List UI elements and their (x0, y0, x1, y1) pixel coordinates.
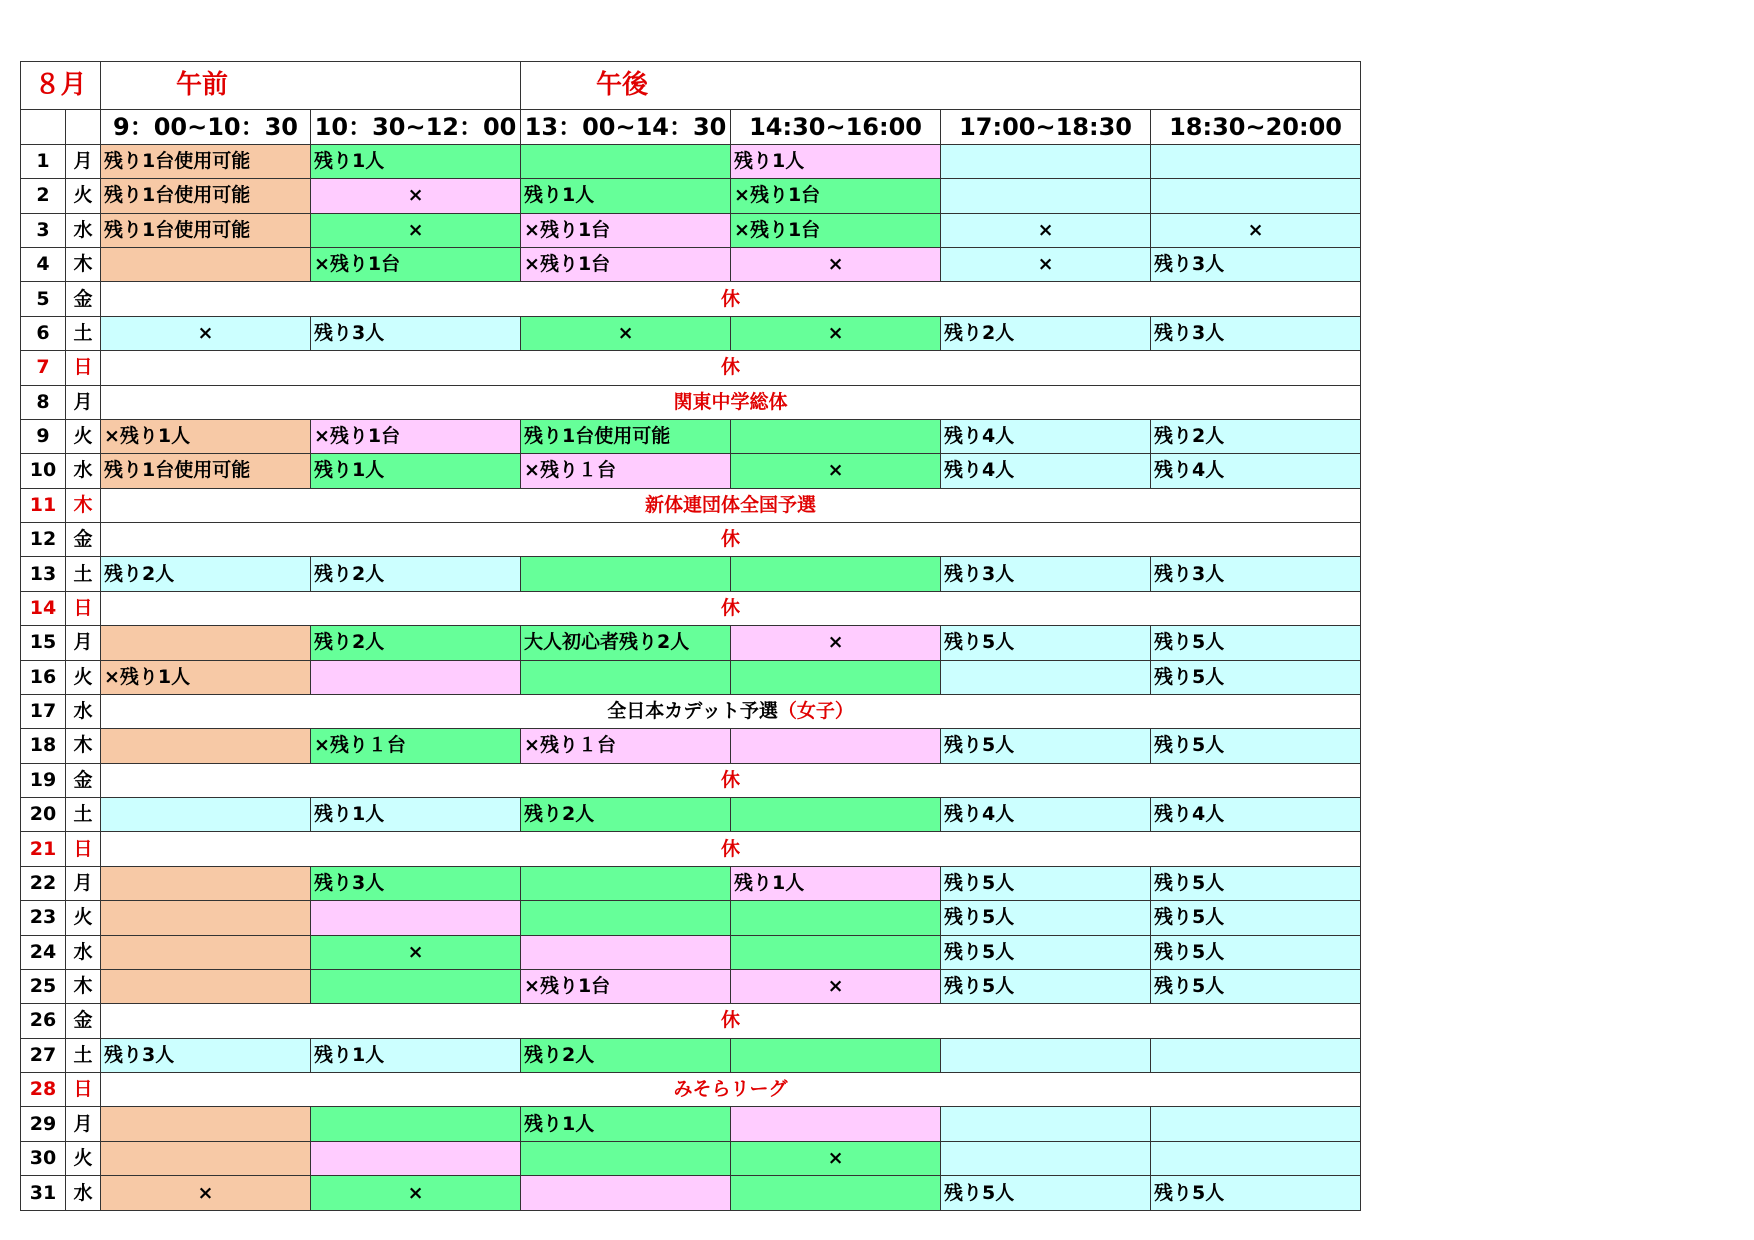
weekday: 木 (66, 729, 101, 763)
slot-cell[interactable]: 残り5人 (1151, 660, 1361, 694)
day-row (21, 969, 1361, 1003)
slot-cell[interactable]: 残り5人 (1151, 866, 1361, 900)
weekday: 日 (66, 591, 101, 625)
slot-cell[interactable]: 残り1人 (311, 1038, 521, 1072)
day-note (101, 832, 1361, 866)
day-note (101, 351, 1361, 385)
slot-cell[interactable] (521, 557, 731, 591)
slot-cell[interactable]: 残り2人 (521, 1038, 731, 1072)
day-number: 21 (21, 832, 66, 866)
day-note (101, 694, 1361, 728)
day-row (21, 1176, 1361, 1211)
day-row (21, 763, 1361, 797)
slot-cell[interactable]: ×残り1台 (311, 419, 521, 453)
slot-cell[interactable] (941, 179, 1151, 213)
slot-cell[interactable]: × (941, 248, 1151, 282)
weekday: 金 (66, 282, 101, 316)
slot-cell[interactable]: ×残り1台 (521, 969, 731, 1003)
slot-cell[interactable]: 残り3人 (941, 557, 1151, 591)
slot-cell[interactable] (521, 660, 731, 694)
day-number: 7 (21, 351, 66, 385)
weekday: 月 (66, 866, 101, 900)
day-row (21, 248, 1361, 282)
slot-cell[interactable] (311, 969, 521, 1003)
slot-cell[interactable]: 残り4人 (941, 454, 1151, 488)
slot-cell[interactable]: 残り5人 (941, 626, 1151, 660)
day-number: 6 (21, 316, 66, 350)
day-row (21, 179, 1361, 213)
header-blank-day (21, 109, 66, 144)
slot-cell[interactable]: ×残り１台 (521, 454, 731, 488)
slot-cell[interactable]: ×残り1人 (101, 419, 311, 453)
day-number: 12 (21, 523, 66, 557)
day-note-text: 休 (721, 768, 741, 791)
weekday: 水 (66, 213, 101, 247)
weekday: 月 (66, 144, 101, 178)
weekday: 土 (66, 316, 101, 350)
am-text: 午前 (176, 70, 229, 101)
slot-cell[interactable] (731, 1107, 941, 1141)
day-note-text: 休 (721, 528, 741, 551)
day-number: 28 (21, 1073, 66, 1107)
day-row (21, 866, 1361, 900)
slot-cell[interactable]: 残り5人 (941, 1176, 1151, 1211)
slot-cell[interactable]: 残り1台使用可能 (101, 144, 311, 178)
slot-cell[interactable]: ×残り1人 (101, 660, 311, 694)
slot-header: 14:30~16:00 (731, 109, 941, 144)
day-number: 16 (21, 660, 66, 694)
slot-cell[interactable]: 残り5人 (941, 866, 1151, 900)
slot-cell[interactable] (521, 866, 731, 900)
day-row (21, 660, 1361, 694)
slot-cell[interactable] (1151, 1141, 1361, 1175)
slot-cell[interactable] (941, 660, 1151, 694)
day-number: 14 (21, 591, 66, 625)
slot-cell[interactable] (1151, 1107, 1361, 1141)
slot-cell[interactable]: 残り3人 (311, 866, 521, 900)
day-number: 29 (21, 1107, 66, 1141)
slot-header: 10：30~12：00 (311, 109, 521, 144)
day-note (101, 1004, 1361, 1038)
header-blank-weekday (66, 109, 101, 144)
slot-cell[interactable]: ×残り1台 (731, 179, 941, 213)
slot-cell[interactable]: 残り1人 (521, 179, 731, 213)
weekday: 日 (66, 351, 101, 385)
slot-header: 9：00~10：30 (101, 109, 311, 144)
day-number: 3 (21, 213, 66, 247)
day-number: 18 (21, 729, 66, 763)
day-number: 24 (21, 935, 66, 969)
weekday: 金 (66, 523, 101, 557)
day-note-text: 休 (721, 596, 741, 619)
day-row (21, 1107, 1361, 1141)
day-note-text: 全日本カデット予選 (607, 700, 778, 723)
slot-cell[interactable]: 大人初心者残り2人 (521, 626, 731, 660)
day-number: 17 (21, 694, 66, 728)
day-number: 25 (21, 969, 66, 1003)
slot-cell[interactable]: 残り4人 (941, 798, 1151, 832)
slot-cell[interactable]: × (521, 316, 731, 350)
slot-cell[interactable] (101, 1107, 311, 1141)
weekday: 金 (66, 763, 101, 797)
day-row (21, 1073, 1361, 1107)
slot-cell[interactable] (731, 901, 941, 935)
slot-cell[interactable] (311, 1141, 521, 1175)
slot-cell[interactable]: ×残り1台 (521, 248, 731, 282)
day-row (21, 729, 1361, 763)
day-number: 26 (21, 1004, 66, 1038)
slot-cell[interactable] (941, 1141, 1151, 1175)
day-row (21, 488, 1361, 522)
slot-cell[interactable] (101, 1141, 311, 1175)
slot-cell[interactable] (521, 935, 731, 969)
slot-cell[interactable]: ×残り1台 (731, 213, 941, 247)
day-note (101, 523, 1361, 557)
slot-cell[interactable]: 残り2人 (941, 316, 1151, 350)
slot-cell[interactable] (941, 1038, 1151, 1072)
slot-cell[interactable]: × (1151, 213, 1361, 247)
slot-cell[interactable] (101, 866, 311, 900)
slot-cell[interactable]: 残り3人 (311, 316, 521, 350)
slot-cell[interactable]: 残り3人 (101, 1038, 311, 1072)
slot-cell[interactable] (731, 660, 941, 694)
slot-cell[interactable] (731, 1038, 941, 1072)
weekday: 水 (66, 694, 101, 728)
slot-cell[interactable] (521, 901, 731, 935)
slot-cell[interactable]: × (731, 316, 941, 350)
slot-cell[interactable]: ×残り1台 (521, 213, 731, 247)
day-note (101, 591, 1361, 625)
weekday: 木 (66, 248, 101, 282)
day-note-text: 休 (721, 287, 741, 310)
weekday: 火 (66, 901, 101, 935)
weekday: 水 (66, 1176, 101, 1211)
day-note-text: 新体連団体全国予選 (645, 493, 817, 516)
day-note (101, 1073, 1361, 1107)
day-row (21, 316, 1361, 350)
day-note-text: 関東中学総体 (673, 390, 788, 413)
slot-cell[interactable]: × (731, 626, 941, 660)
slot-cell[interactable] (311, 901, 521, 935)
schedule-body (21, 62, 1361, 1211)
day-row (21, 591, 1361, 625)
slot-cell[interactable]: 残り5人 (941, 969, 1151, 1003)
weekday: 月 (66, 626, 101, 660)
slot-cell[interactable]: 残り1人 (521, 1107, 731, 1141)
day-row (21, 1038, 1361, 1072)
slot-header: 13：00~14：30 (521, 109, 731, 144)
slot-cell[interactable] (101, 626, 311, 660)
weekday: 日 (66, 832, 101, 866)
header-row-period (21, 62, 1361, 110)
day-number: 1 (21, 144, 66, 178)
slot-cell[interactable] (1151, 144, 1361, 178)
slot-cell[interactable] (731, 1176, 941, 1211)
day-number: 19 (21, 763, 66, 797)
month-label: ８月 (21, 62, 101, 110)
day-row (21, 694, 1361, 728)
slot-cell[interactable]: 残り1台使用可能 (101, 454, 311, 488)
day-number: 9 (21, 419, 66, 453)
day-number: 15 (21, 626, 66, 660)
slot-cell[interactable]: 残り5人 (1151, 1176, 1361, 1211)
day-row (21, 213, 1361, 247)
day-row (21, 832, 1361, 866)
day-number: 23 (21, 901, 66, 935)
slot-cell[interactable]: 残り3人 (1151, 248, 1361, 282)
slot-cell[interactable]: 残り1台使用可能 (101, 213, 311, 247)
slot-cell[interactable]: 残り4人 (941, 419, 1151, 453)
slot-cell[interactable]: × (311, 1176, 521, 1211)
weekday: 月 (66, 1107, 101, 1141)
slot-cell[interactable]: × (101, 1176, 311, 1211)
slot-cell[interactable] (1151, 1038, 1361, 1072)
slot-cell[interactable] (101, 969, 311, 1003)
slot-cell[interactable] (101, 901, 311, 935)
day-note-text: 休 (721, 1009, 741, 1032)
slot-cell[interactable]: ×残り１台 (521, 729, 731, 763)
day-row (21, 798, 1361, 832)
weekday: 水 (66, 935, 101, 969)
slot-cell[interactable]: 残り5人 (1151, 969, 1361, 1003)
slot-cell[interactable]: 残り1台使用可能 (521, 419, 731, 453)
slot-cell[interactable] (731, 798, 941, 832)
slot-header: 18:30~20:00 (1151, 109, 1361, 144)
weekday: 土 (66, 1038, 101, 1072)
weekday: 木 (66, 488, 101, 522)
slot-cell[interactable]: 残り1台使用可能 (101, 179, 311, 213)
header-row-slots (21, 109, 1361, 144)
day-number: 11 (21, 488, 66, 522)
day-number: 13 (21, 557, 66, 591)
slot-cell[interactable]: ×残り1台 (311, 248, 521, 282)
slot-cell[interactable]: 残り5人 (1151, 626, 1361, 660)
slot-cell[interactable]: 残り5人 (941, 935, 1151, 969)
slot-cell[interactable] (311, 660, 521, 694)
day-number: 5 (21, 282, 66, 316)
slot-cell[interactable]: × (731, 1141, 941, 1175)
slot-header: 17:00~18:30 (941, 109, 1151, 144)
weekday: 金 (66, 1004, 101, 1038)
day-row (21, 144, 1361, 178)
weekday: 土 (66, 557, 101, 591)
slot-cell[interactable]: 残り3人 (1151, 557, 1361, 591)
slot-cell[interactable] (521, 1176, 731, 1211)
slot-cell[interactable]: 残り1人 (731, 866, 941, 900)
slot-cell[interactable]: 残り5人 (941, 729, 1151, 763)
day-note-text: みそらリーグ (673, 1078, 788, 1101)
slot-cell[interactable]: 残り5人 (1151, 935, 1361, 969)
slot-cell[interactable]: 残り2人 (521, 798, 731, 832)
slot-cell[interactable]: 残り1人 (731, 144, 941, 178)
day-row (21, 557, 1361, 591)
day-note-text: 休 (721, 837, 741, 860)
schedule-table (20, 61, 1361, 1211)
slot-cell[interactable]: × (731, 248, 941, 282)
slot-cell[interactable]: 残り3人 (1151, 316, 1361, 350)
slot-cell[interactable] (521, 1141, 731, 1175)
day-row (21, 935, 1361, 969)
slot-cell[interactable]: 残り4人 (1151, 454, 1361, 488)
weekday: 日 (66, 1073, 101, 1107)
day-number: 30 (21, 1141, 66, 1175)
weekday: 火 (66, 1141, 101, 1175)
slot-cell[interactable]: 残り5人 (1151, 729, 1361, 763)
weekday: 月 (66, 385, 101, 419)
slot-cell[interactable] (941, 1107, 1151, 1141)
slot-cell[interactable] (941, 144, 1151, 178)
day-row (21, 454, 1361, 488)
slot-cell[interactable] (101, 798, 311, 832)
day-row (21, 351, 1361, 385)
slot-cell[interactable]: 残り2人 (1151, 419, 1361, 453)
slot-cell[interactable] (101, 935, 311, 969)
slot-cell[interactable] (731, 557, 941, 591)
weekday: 火 (66, 179, 101, 213)
slot-cell[interactable]: 残り5人 (941, 901, 1151, 935)
day-row (21, 626, 1361, 660)
slot-cell[interactable] (521, 144, 731, 178)
weekday: 水 (66, 454, 101, 488)
slot-cell[interactable] (311, 1107, 521, 1141)
slot-cell[interactable]: × (311, 179, 521, 213)
day-note-suffix: （女子） (777, 700, 854, 723)
day-note-text: 休 (721, 356, 741, 379)
day-number: 27 (21, 1038, 66, 1072)
slot-cell[interactable] (731, 729, 941, 763)
day-row (21, 1004, 1361, 1038)
slot-cell[interactable]: ×残り１台 (311, 729, 521, 763)
day-number: 20 (21, 798, 66, 832)
weekday: 木 (66, 969, 101, 1003)
slot-cell[interactable]: × (731, 969, 941, 1003)
slot-cell[interactable]: 残り2人 (101, 557, 311, 591)
pm-text: 午後 (596, 70, 649, 101)
day-number: 31 (21, 1176, 66, 1211)
weekday: 火 (66, 419, 101, 453)
slot-cell[interactable]: 残り2人 (311, 557, 521, 591)
weekday: 火 (66, 660, 101, 694)
am-label (101, 62, 521, 110)
day-row (21, 523, 1361, 557)
slot-cell[interactable]: × (941, 213, 1151, 247)
slot-cell[interactable]: 残り1人 (311, 454, 521, 488)
day-note (101, 488, 1361, 522)
day-row (21, 1141, 1361, 1175)
day-row (21, 282, 1361, 316)
day-note (101, 385, 1361, 419)
slot-cell[interactable]: 残り4人 (1151, 798, 1361, 832)
pm-label (521, 62, 1361, 110)
day-number: 10 (21, 454, 66, 488)
day-number: 8 (21, 385, 66, 419)
slot-cell[interactable]: × (311, 213, 521, 247)
day-number: 4 (21, 248, 66, 282)
slot-cell[interactable] (731, 935, 941, 969)
day-row (21, 385, 1361, 419)
day-row (21, 419, 1361, 453)
slot-cell[interactable] (101, 729, 311, 763)
day-note (101, 282, 1361, 316)
day-number: 2 (21, 179, 66, 213)
day-note (101, 763, 1361, 797)
day-row (21, 901, 1361, 935)
slot-cell[interactable]: 残り2人 (311, 626, 521, 660)
slot-cell[interactable] (731, 419, 941, 453)
slot-cell[interactable]: × (731, 454, 941, 488)
slot-cell[interactable] (101, 248, 311, 282)
slot-cell[interactable] (1151, 179, 1361, 213)
slot-cell[interactable]: 残り1人 (311, 798, 521, 832)
weekday: 土 (66, 798, 101, 832)
slot-cell[interactable]: × (101, 316, 311, 350)
day-number: 22 (21, 866, 66, 900)
slot-cell[interactable]: 残り1人 (311, 144, 521, 178)
slot-cell[interactable]: × (311, 935, 521, 969)
slot-cell[interactable]: 残り5人 (1151, 901, 1361, 935)
